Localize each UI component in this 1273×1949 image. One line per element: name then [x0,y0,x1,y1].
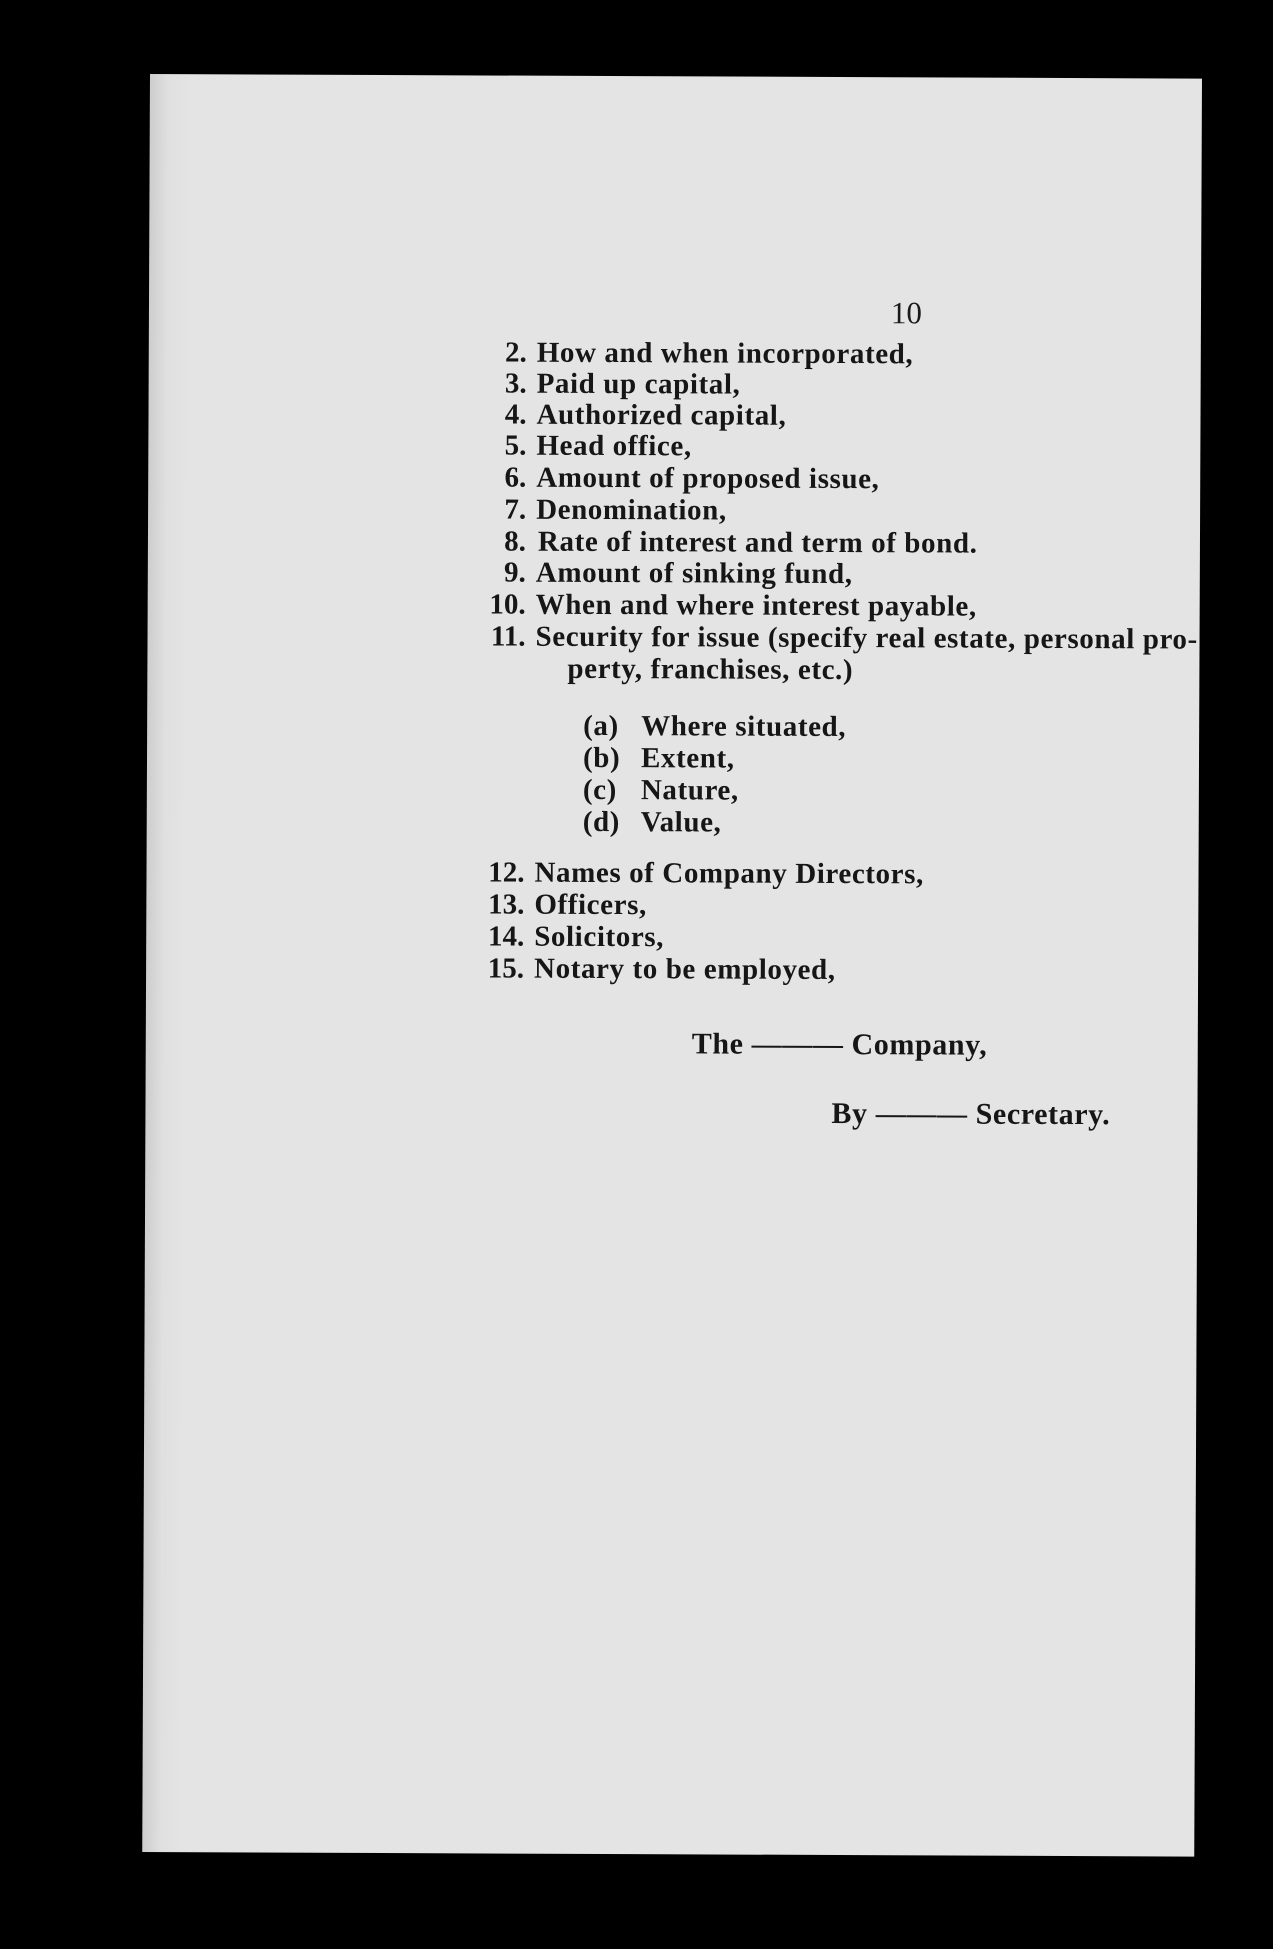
item-text: Authorized capital, [536,398,787,432]
sub-item-label: (d) [582,805,621,839]
item-number: 6. [504,461,527,494]
item-text: Amount of sinking fund, [535,556,853,591]
page-number: 10 [890,295,923,331]
item-number: 10. [489,588,526,621]
item-number: 15. [487,952,525,985]
item-number: 8. [504,525,527,558]
item-text: Head office, [536,429,692,463]
sub-item-text: Nature, [640,774,739,807]
item-number: 14. [487,920,525,953]
numbered-list [150,74,1202,687]
item-text: Notary to be employed, [534,952,836,987]
item-text: Denomination, [536,493,727,527]
item-number: 5. [504,429,527,462]
item-text: Officers, [534,888,647,922]
item-text: Paid up capital, [536,367,741,401]
secretary-signature-line: By ——— Secretary. [831,1096,1111,1132]
item-text: Solicitors, [534,920,665,954]
item-number: 9. [504,556,526,589]
sub-item-label: (b) [582,741,621,775]
item-text: Security for issue (specify real estate, personal pro- [535,620,1198,656]
item-text: Amount of proposed issue, [536,461,880,496]
item-number: 3. [504,367,527,400]
item-text: When and where interest payable, [535,588,977,623]
document-page [142,74,1202,1857]
company-signature-line: The ——— Company, [691,1027,988,1062]
item-number: 11. [490,620,526,653]
item-number: 4. [504,398,527,431]
item-number: 13. [488,888,525,921]
item-number: 12. [488,856,525,889]
item-text-continuation: perty, franchises, etc.) [567,652,854,687]
sub-item-label: (c) [582,773,617,807]
item-text: Rate of interest and term of bond. [537,525,978,560]
sub-item-label: (a) [583,709,619,743]
item-number: 2. [504,336,527,369]
sub-item-text: Where situated, [641,710,847,744]
sub-item-text: Extent, [640,742,735,775]
item-number: 7. [504,493,527,526]
item-text: Names of Company Directors, [534,856,924,891]
sub-item-text: Value, [640,806,722,839]
item-text: How and when incorporated, [536,336,914,371]
